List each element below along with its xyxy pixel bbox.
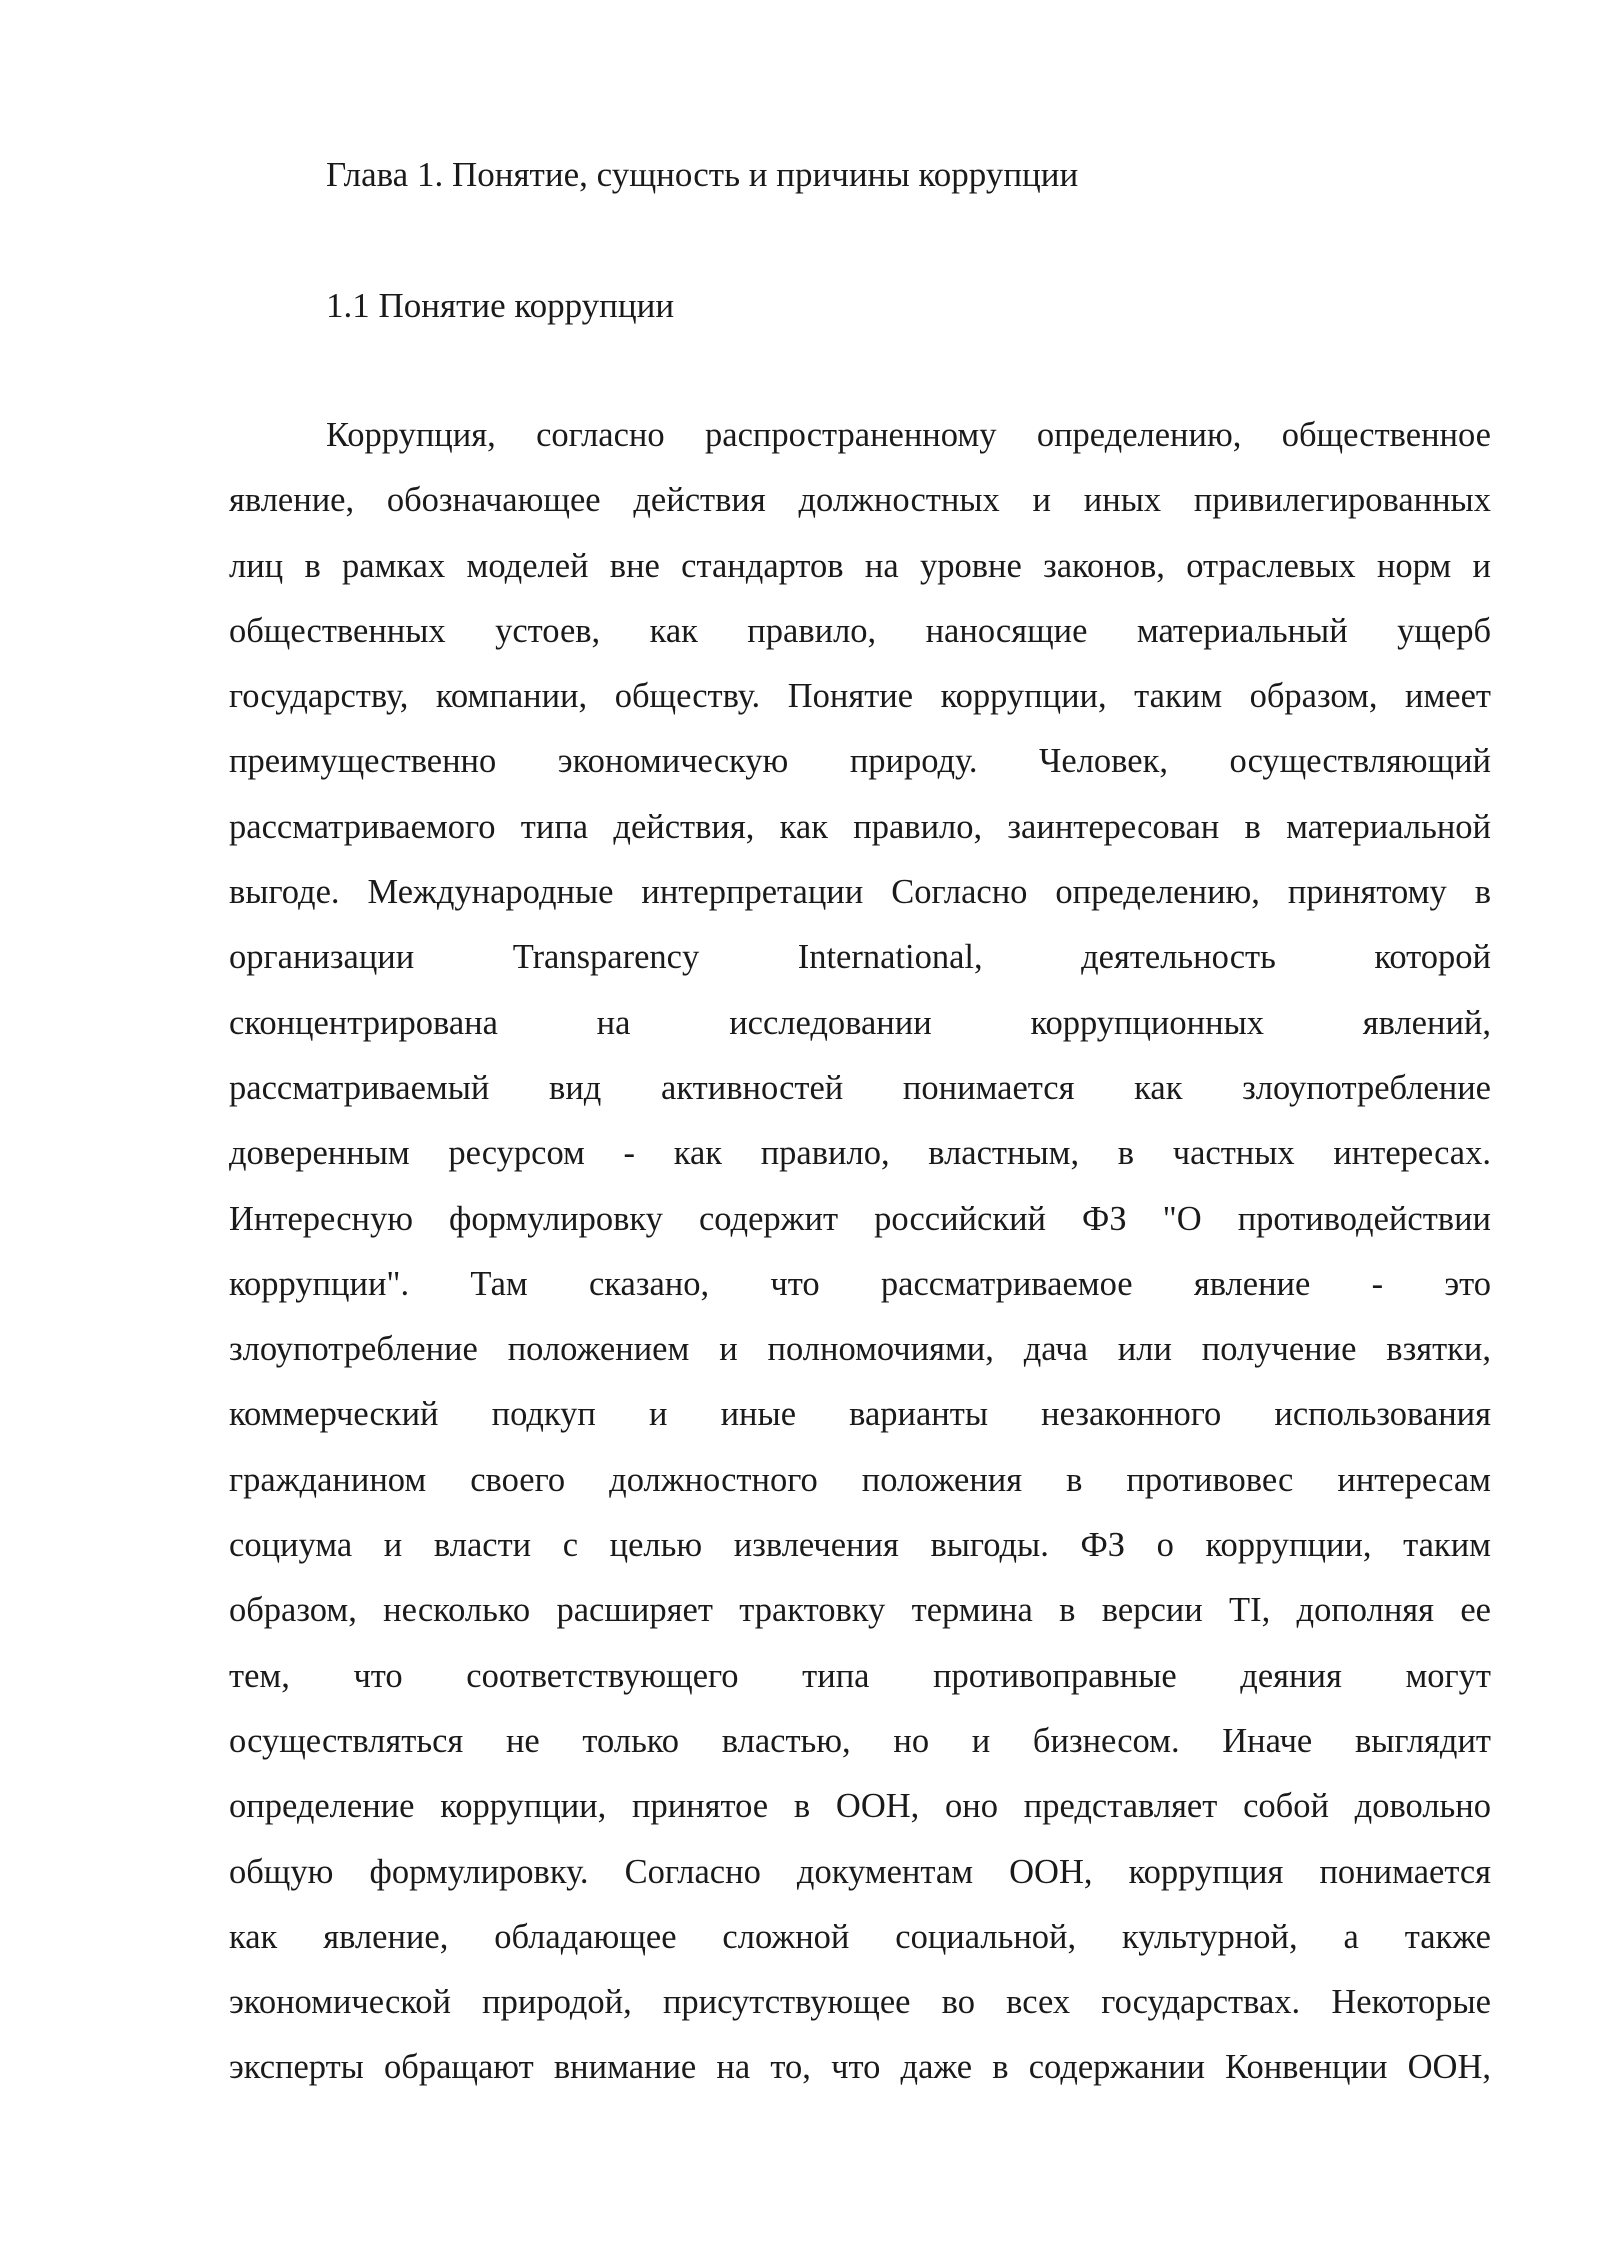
paragraph-line: лиц в рамках моделей вне стандартов на уровне законов, отраслевых норм и <box>229 546 1491 585</box>
paragraph-line: организации Transparency International, деятельность которой <box>229 938 1491 977</box>
paragraph-line: выгоде. Международные интерпретации Согласно определению, принятому в <box>229 873 1491 912</box>
paragraph-line: гражданином своего должностного положения в противовес интересам <box>229 1460 1491 1499</box>
section-title: 1.1 Понятие коррупции <box>326 286 675 325</box>
paragraph-line: сконцентрирована на исследовании коррупционных явлений, <box>229 1003 1491 1042</box>
paragraph-line: определение коррупции, принятое в ООН, оно представляет собой довольно <box>229 1787 1491 1826</box>
paragraph-line: явление, обозначающее действия должностных и иных привилегированных <box>229 481 1491 520</box>
paragraph-line: общественных устоев, как правило, наносящие материальный ущерб <box>229 611 1491 650</box>
paragraph-line: общую формулировку. Согласно документам ООН, коррупция понимается <box>229 1852 1491 1891</box>
paragraph-line: государству, компании, обществу. Понятие коррупции, таким образом, имеет <box>229 677 1491 716</box>
paragraph-line: коммерческий подкуп и иные варианты незаконного использования <box>229 1395 1491 1434</box>
paragraph-line: преимущественно экономическую природу. Человек, осуществляющий <box>229 742 1491 781</box>
paragraph-line: злоупотребление положением и полномочиями, дача или получение взятки, <box>229 1330 1491 1369</box>
paragraph-line: рассматриваемого типа действия, как правило, заинтересован в материальной <box>229 807 1491 846</box>
paragraph-line: рассматриваемый вид активностей понимается как злоупотребление <box>229 1068 1491 1107</box>
paragraph-line: доверенным ресурсом - как правило, властным, в частных интересах. <box>229 1134 1491 1173</box>
paragraph-line: эксперты обращают внимание на то, что даже в содержании Конвенции ООН, <box>229 2048 1491 2087</box>
paragraph-line: Интересную формулировку содержит российский ФЗ "О противодействии <box>229 1199 1491 1238</box>
body-paragraph <box>229 410 1491 2108</box>
paragraph-line: коррупции". Там сказано, что рассматриваемое явление - это <box>229 1264 1491 1303</box>
paragraph-line: социума и власти с целью извлечения выгоды. ФЗ о коррупции, таким <box>229 1526 1491 1565</box>
paragraph-line: образом, несколько расширяет трактовку термина в версии TI, дополняя ее <box>229 1591 1491 1630</box>
paragraph-line: осуществляться не только властью, но и бизнесом. Иначе выглядит <box>229 1721 1491 1760</box>
paragraph-line: тем, что соответствующего типа противоправные деяния могут <box>229 1656 1491 1695</box>
chapter-title: Глава 1. Понятие, сущность и причины коррупции <box>326 155 1079 194</box>
paragraph-line: Коррупция, согласно распространенному определению, общественное <box>326 416 1491 454</box>
paragraph-line: как явление, обладающее сложной социальной, культурной, а также <box>229 1917 1491 1956</box>
paragraph-line: экономической природой, присутствующее во всех государствах. Некоторые <box>229 1983 1491 2022</box>
